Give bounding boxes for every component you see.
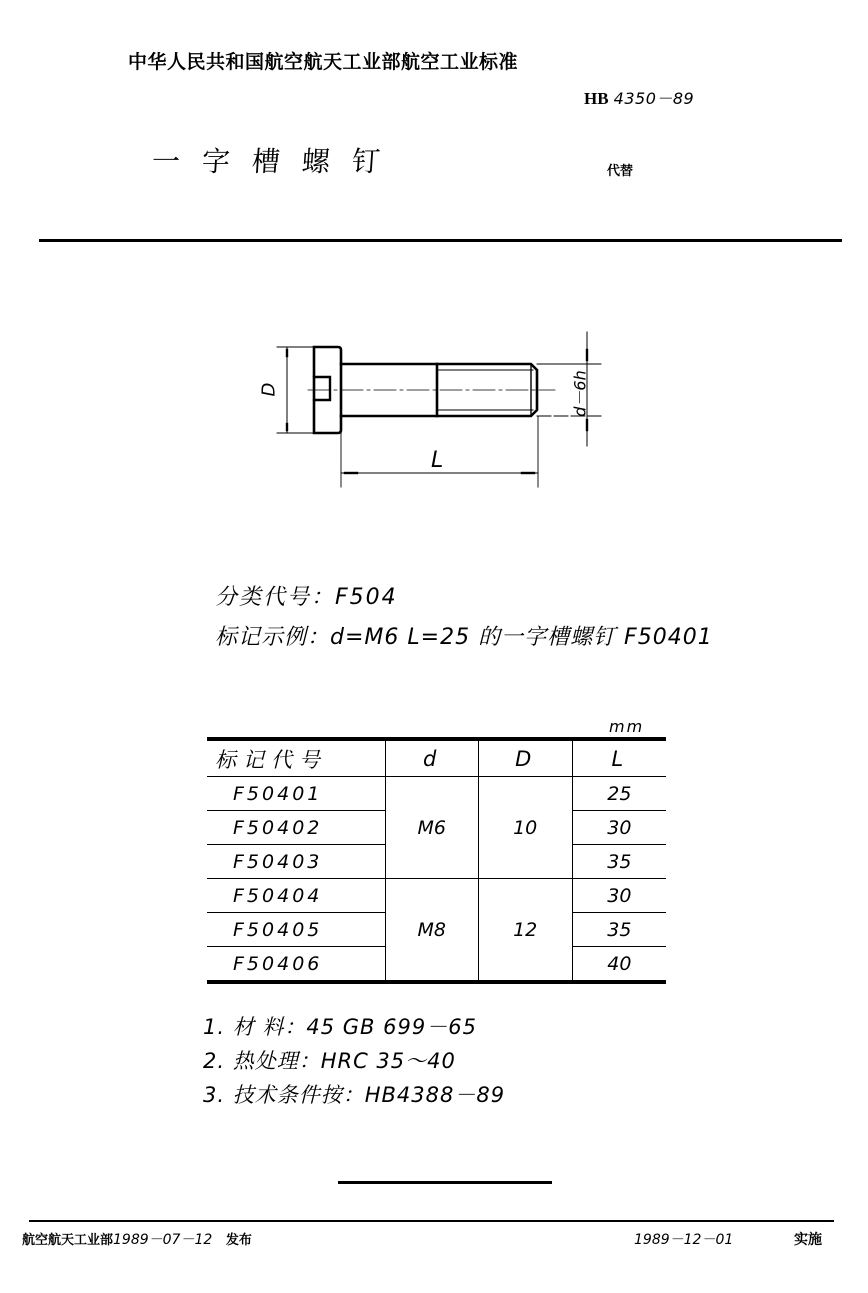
cell-d-group: M6 [385, 777, 478, 879]
replaces-label: 代替 [607, 164, 634, 179]
standard-number-value: 4350－89 [613, 89, 695, 108]
note-heat-treatment: 2. 热处理：HRC 35～40 [203, 1049, 456, 1073]
cell-code: F50404 [207, 879, 385, 913]
cell-L: 35 [572, 845, 666, 879]
footer-divider [29, 1220, 834, 1222]
footer-issue-label: 发布 [225, 1233, 252, 1248]
header-d: d [385, 739, 478, 777]
header-L: L [572, 739, 666, 777]
classification-value: F504 [335, 585, 398, 610]
cell-L: 40 [607, 952, 632, 975]
note-material: 1. 材 料：45 GB 699－65 [203, 1015, 477, 1039]
cell-code: F50402 [207, 811, 385, 845]
header-D: D [478, 739, 572, 777]
classification-label: 分类代号： [215, 585, 336, 610]
end-rule [338, 1181, 552, 1184]
marking-example-line [215, 620, 713, 651]
table-row [207, 777, 666, 811]
header-code: 标记代号 [207, 739, 385, 777]
footer-issuer: 航空航天工业部 [22, 1233, 114, 1248]
standard-prefix: HB [584, 89, 609, 108]
marking-example-label: 标记示例： [215, 625, 331, 650]
cell-code: F50401 [207, 777, 385, 811]
cell-code: F50406 [207, 947, 385, 983]
dimension-label-d: d－6h [570, 370, 590, 417]
notes-list [203, 1010, 505, 1112]
footer-effective-date: 1989－12－01 [634, 1232, 734, 1248]
table-unit: mm [609, 717, 645, 736]
spec-table [207, 737, 666, 984]
marking-example-value: d=M6 L=25 的一字槽螺钉 F50401 [330, 625, 713, 650]
cell-d-group: M8 [385, 879, 478, 983]
note-technical-conditions: 3. 技术条件按：HB4388－89 [203, 1083, 506, 1107]
footer-effective-label: 实施 [794, 1232, 822, 1248]
screw-drawing [0, 0, 868, 520]
document-title: 一字槽螺钉 [150, 145, 404, 178]
classification-line [215, 580, 398, 611]
footer-issue [22, 1229, 252, 1249]
dimension-label-L: L [431, 448, 444, 473]
cell-D-group: 12 [478, 879, 572, 983]
cell-L: 25 [572, 777, 666, 811]
cell-L: 30 [572, 879, 666, 913]
cell-L: 35 [572, 913, 666, 947]
cell-code: F50403 [207, 845, 385, 879]
organization-title: 中华人民共和国航空航天工业部航空工业标准 [128, 51, 519, 73]
table-row [207, 879, 666, 913]
cell-L: 30 [572, 811, 666, 845]
table-header-row [207, 739, 666, 777]
cell-code: F50405 [207, 913, 385, 947]
footer-issue-date: 1989－07－12 [113, 1232, 213, 1248]
dimension-label-D: D [258, 382, 280, 397]
cell-D-group: 10 [478, 777, 572, 879]
